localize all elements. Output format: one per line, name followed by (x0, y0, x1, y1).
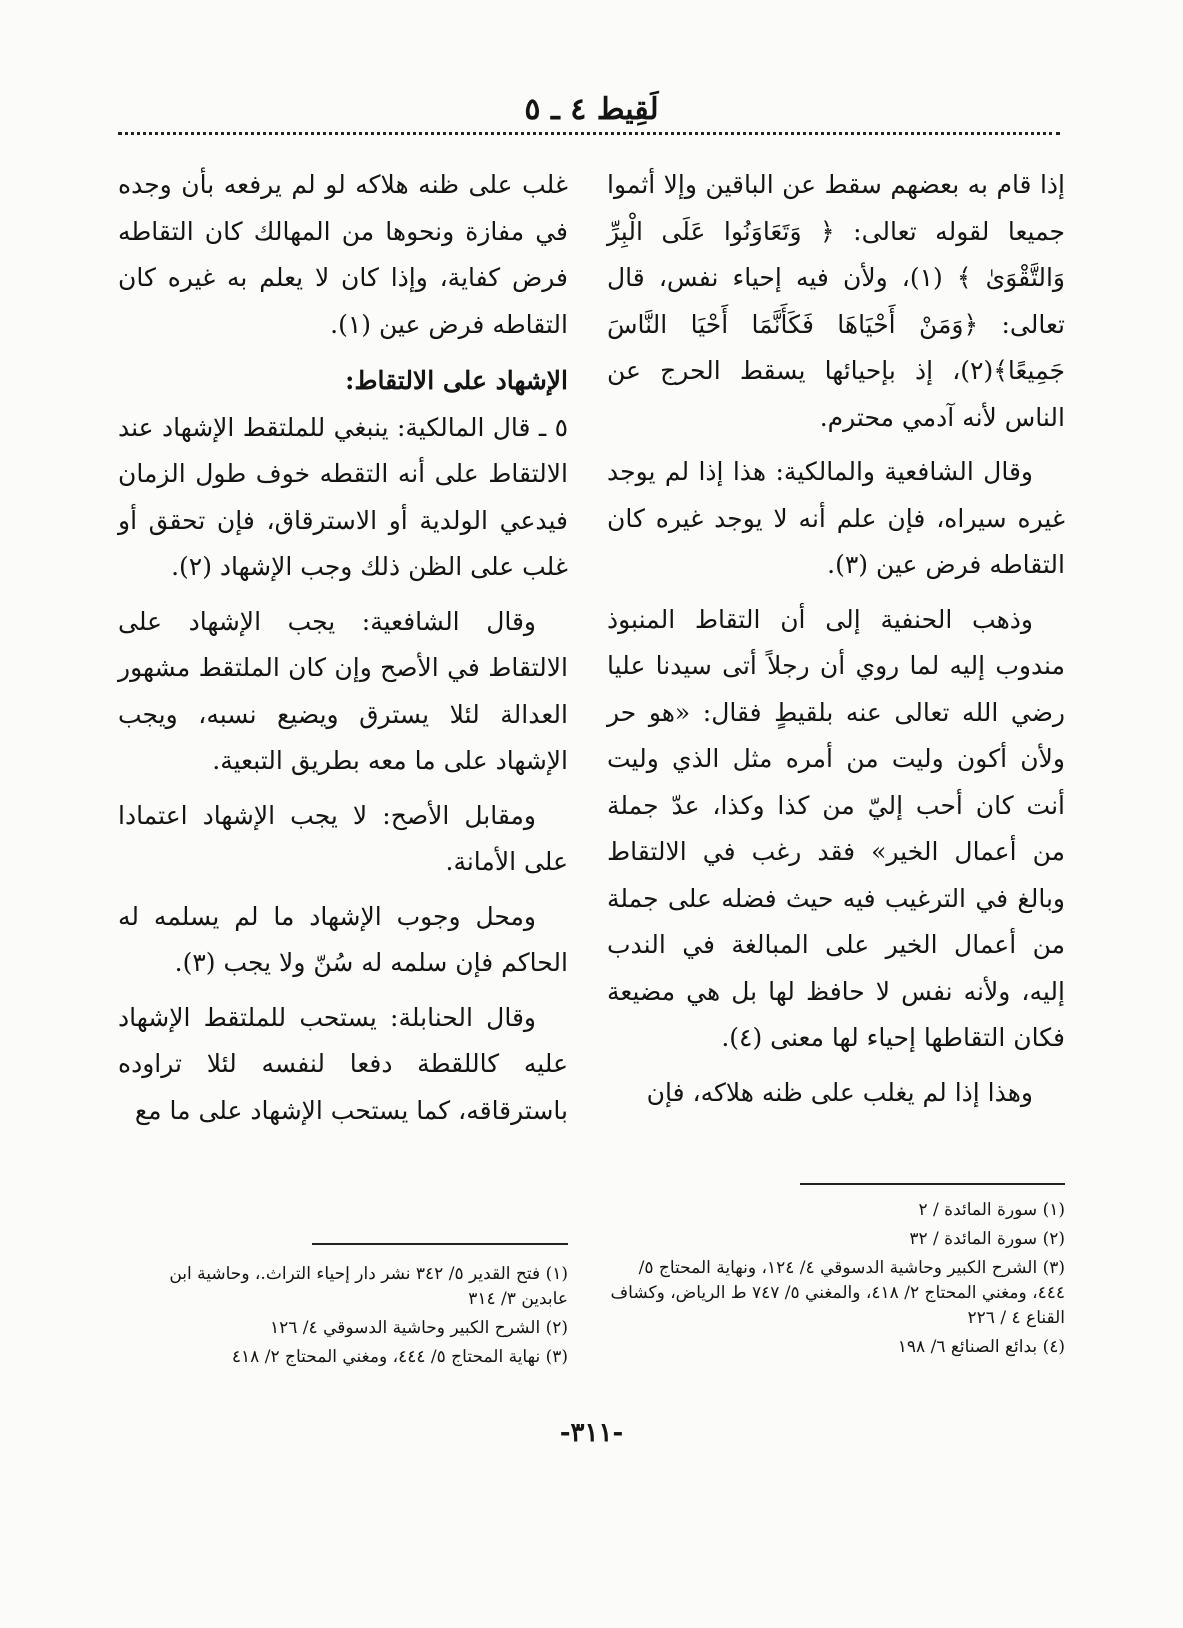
footnote: (١) سورة المائدة / ٢ (918, 1200, 1065, 1220)
page-number: -٣١١- (559, 1418, 624, 1448)
footnote: (٢) الشرح الكبير وحاشية الدسوقي ٤/ ١٢٦ (269, 1318, 568, 1338)
paragraph: ومقابل الأصح: لا يجب الإشهاد اعتمادا على الأمانة. (118, 800, 568, 876)
running-header: لَقِيط ٤ ـ ٥ (524, 92, 659, 127)
footnote: (١) فتح القدير ٥/ ٣٤٢ نشر دار إحياء التراث.، وحاشية ابن عابدين ٣/ ٣١٤ (169, 1264, 568, 1309)
paragraph: وهذا إذا لم يغلب على ظنه هلاكه، فإن (646, 1077, 1033, 1107)
footnote: (٣) الشرح الكبير وحاشية الدسوقي ٤/ ١٢٤، ونهاية المحتاج ٥/ ٤٤٤، ومغني المحتاج ٢/ ٤١٨، والمغني ٥/ ٧٤٧ ط الرياض، وكشاف القناع ٤ / ٢٢٦ (610, 1258, 1065, 1328)
header-dotted-rule (118, 132, 1060, 135)
footnote-separator (312, 1243, 568, 1245)
right-text-column (607, 162, 1065, 1116)
footnote: (٤) بدائع الصنائع ٦/ ١٩٨ (897, 1337, 1065, 1357)
section-heading: الإشهاد على الالتقاط: (345, 366, 568, 395)
paragraph: وقال الشافعية والمالكية: هذا إذا لم يوجد غيره سيراه، فإن علم أنه لا يوجد غيره كان التقاطه فرض عين (٣). (607, 457, 1065, 579)
footnote-separator (800, 1183, 1065, 1185)
paragraph: وقال الحنابلة: يستحب للملتقط الإشهاد عليه كاللقطة دفعا لنفسه لئلا تراوده باسترقاقه، كما يستحب الإشهاد على ما مع (118, 1002, 568, 1125)
footnotes-right (605, 1198, 1065, 1364)
paragraph: ٥ ـ قال المالكية: ينبغي للملتقط الإشهاد عند الالتقاط على أنه التقطه خوف طول الزمان فيدعي الولدية أو الاسترقاق، فإن تحقق أو غلب على الظن ذلك وجب الإشهاد (٢). (118, 412, 568, 581)
paragraph: إذا قام به بعضهم سقط عن الباقين وإلا أثموا جميعا لقوله تعالى: ﴿ وَتَعَاوَنُوا عَلَى الْبِرِّ وَالتَّقْوَىٰ ﴾ (١)، ولأن فيه إحياء نفس، قال تعالى: ﴿وَمَنْ أَحْيَاهَا فَكَأَنَّمَا أَحْيَا النَّاسَ جَمِيعًا﴾(٢)، إذ بإحيائها يسقط الحرج عن الناس لأنه آدمي محترم. (607, 170, 1065, 432)
paragraph: ومحل وجوب الإشهاد ما لم يسلمه له الحاكم فإن سلمه له سُنّ ولا يجب (٣). (118, 901, 568, 977)
paragraph: وذهب الحنفية إلى أن التقاط المنبوذ مندوب إليه لما روي أن رجلاً أتى سيدنا عليا رضي الله تعالى عنه بلقيطٍ فقال: «هو حر ولأن أكون وليت من أمره مثل الذي وليت أنت كان أحب إليّ من كذا وكذا، عدّ جملة من أعمال الخير» فقد رغب في الالتقاط وبالغ في الترغيب فيه حيث فضله على جملة من أعمال الخير على المبالغة في الندب إليه، ولأنه نفس لا حافظ لها بل هي مضيعة فكان التقاطها إحياء لها معنى (٤). (607, 604, 1065, 1052)
footnotes-left (118, 1262, 568, 1374)
paragraph: وقال الشافعية: يجب الإشهاد على الالتقاط في الأصح وإن كان الملتقط مشهور العدالة لئلا يسترق ويضيع نسبه، ويجب الإشهاد على ما معه بطريق التبعية. (118, 606, 568, 775)
footnote: (٢) سورة المائدة / ٣٢ (909, 1229, 1065, 1249)
paragraph: غلب على ظنه هلاكه لو لم يرفعه بأن وجده في مفازة ونحوها من المهالك كان التقاطه فرض كفاية، وإذا كان لا يعلم به غيره كان التقاطه فرض عين (١). (118, 170, 568, 339)
footnote: (٣) نهاية المحتاج ٥/ ٤٤٤، ومغني المحتاج ٢/ ٤١٨ (231, 1347, 568, 1367)
left-text-column (118, 162, 568, 1134)
